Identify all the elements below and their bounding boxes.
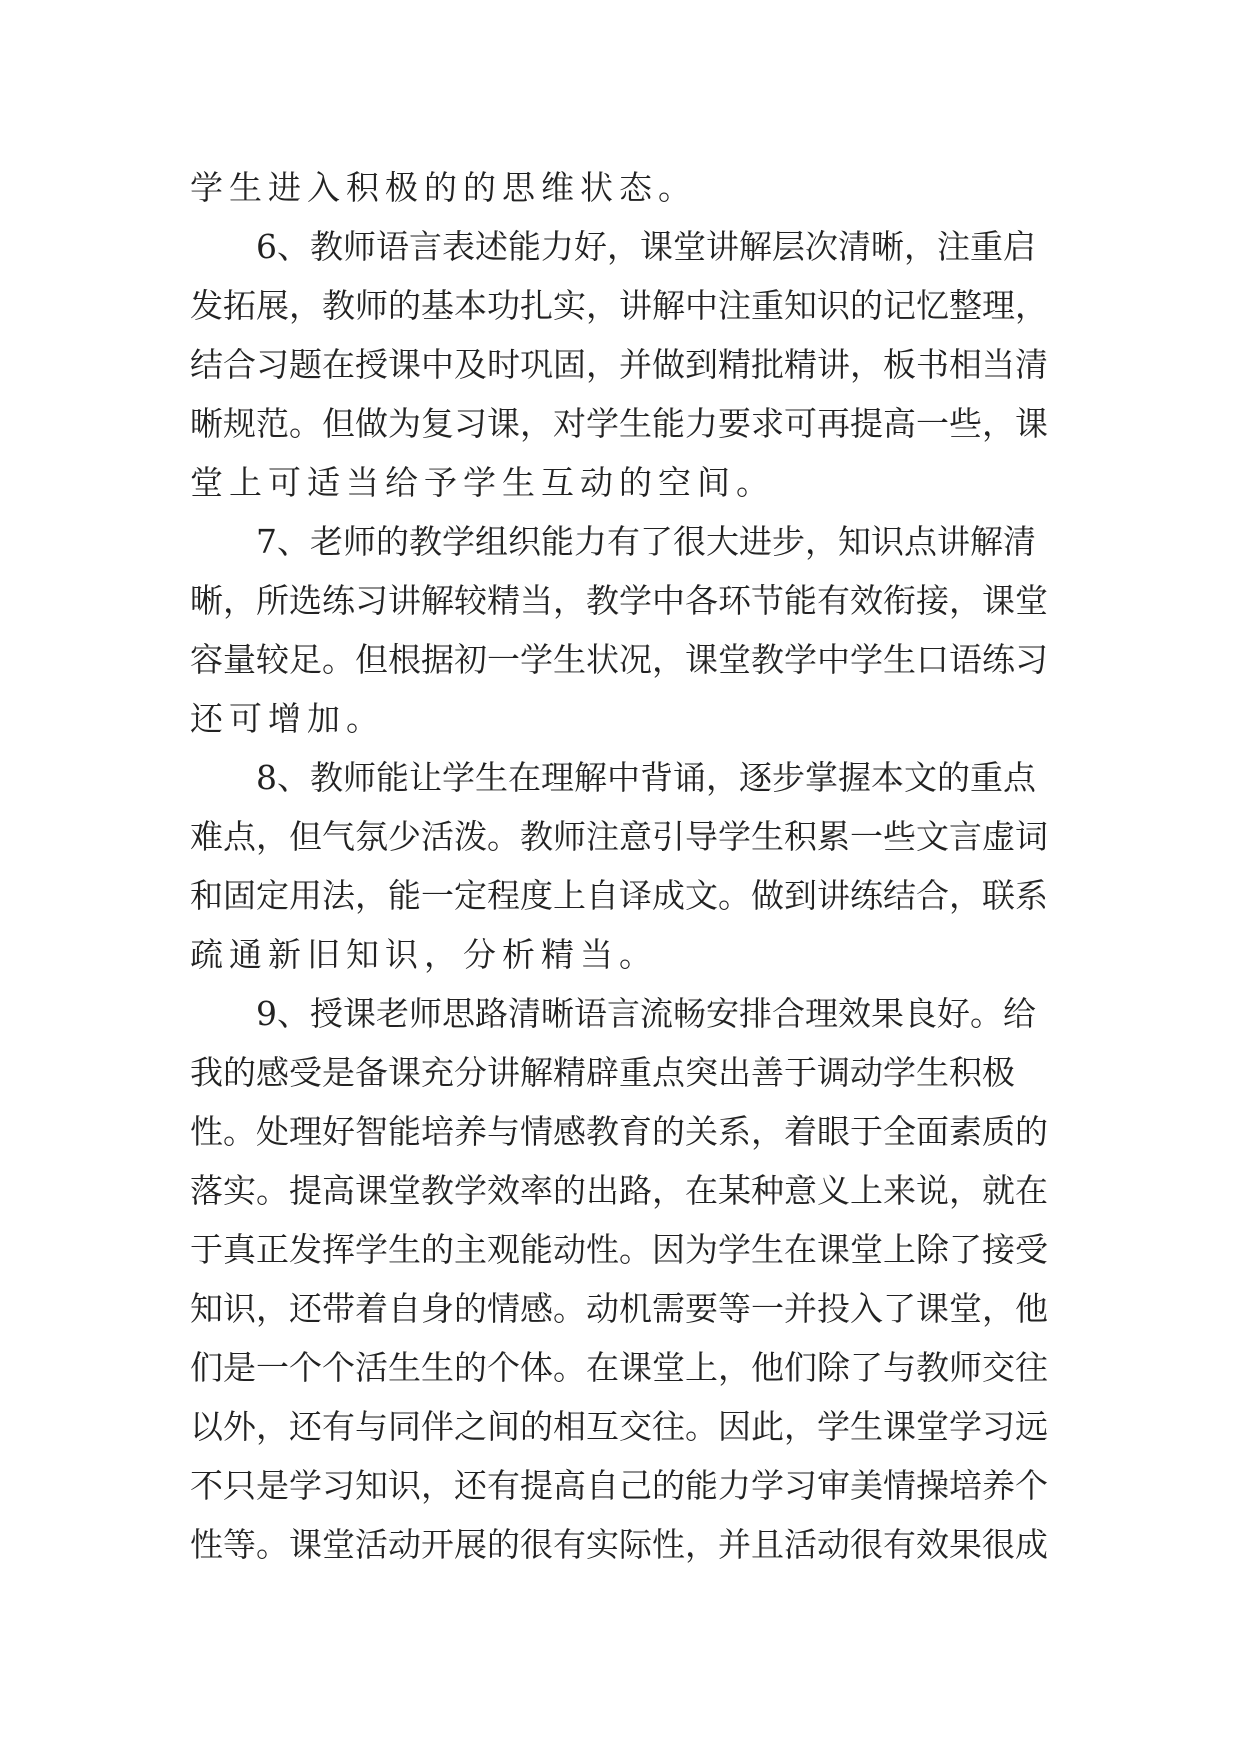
text-line: 于真正发挥学生的主观能动性。因为学生在课堂上除了接受: [190, 1230, 1048, 1269]
text-line: 落实。提高课堂教学效率的出路，在某种意义上来说，就在: [190, 1171, 1048, 1210]
text-line: 和固定用法，能一定程度上自译成文。做到讲练结合，联系: [190, 876, 1048, 915]
text-line: 以外，还有与同伴之间的相互交往。因此，学生课堂学习远: [190, 1407, 1048, 1446]
text-line: 晰规范。但做为复习课，对学生能力要求可再提高一些，课: [190, 404, 1048, 443]
text-line: 不只是学习知识，还有提高自己的能力学习审美情操培养个: [190, 1466, 1048, 1505]
text-line: 8、教师能让学生在理解中背诵，逐步掌握本文的重点: [190, 758, 1036, 797]
text-line: 性。处理好智能培养与情感教育的关系，着眼于全面素质的: [190, 1112, 1048, 1151]
text-line: 9、授课老师思路清晰语言流畅安排合理效果良好。给: [190, 994, 1036, 1033]
text-line: 还可增加。: [190, 699, 385, 738]
text-line: 晰，所选练习讲解较精当，教学中各环节能有效衔接，课堂: [190, 581, 1048, 620]
text-line: 性等。课堂活动开展的很有实际性，并且活动很有效果很成: [190, 1525, 1048, 1564]
document-body: [190, 158, 1050, 1574]
text-line: 们是一个个活生生的个体。在课堂上，他们除了与教师交往: [190, 1348, 1048, 1387]
text-line: 6、教师语言表述能力好，课堂讲解层次清晰，注重启: [190, 227, 1036, 266]
text-line: 容量较足。但根据初一学生状况，课堂教学中学生口语练习: [190, 640, 1048, 679]
text-line: 结合习题在授课中及时巩固，并做到精批精讲，板书相当清: [190, 345, 1048, 384]
text-line: 堂上可适当给予学生互动的空间。: [190, 463, 775, 502]
text-line: 知识，还带着自身的情感。动机需要等一并投入了课堂，他: [190, 1289, 1048, 1328]
text-line: 学生进入积极的的思维状态。: [190, 168, 697, 207]
text-line: 难点，但气氛少活泼。教师注意引导学生积累一些文言虚词: [190, 817, 1048, 856]
text-line: 发拓展，教师的基本功扎实，讲解中注重知识的记忆整理，: [190, 286, 1048, 325]
text-line: 我的感受是备课充分讲解精辟重点突出善于调动学生积极: [190, 1053, 1015, 1092]
text-line: 7、老师的教学组织能力有了很大进步，知识点讲解清: [190, 522, 1036, 561]
text-line: 疏通新旧知识，分析精当。: [190, 935, 658, 974]
